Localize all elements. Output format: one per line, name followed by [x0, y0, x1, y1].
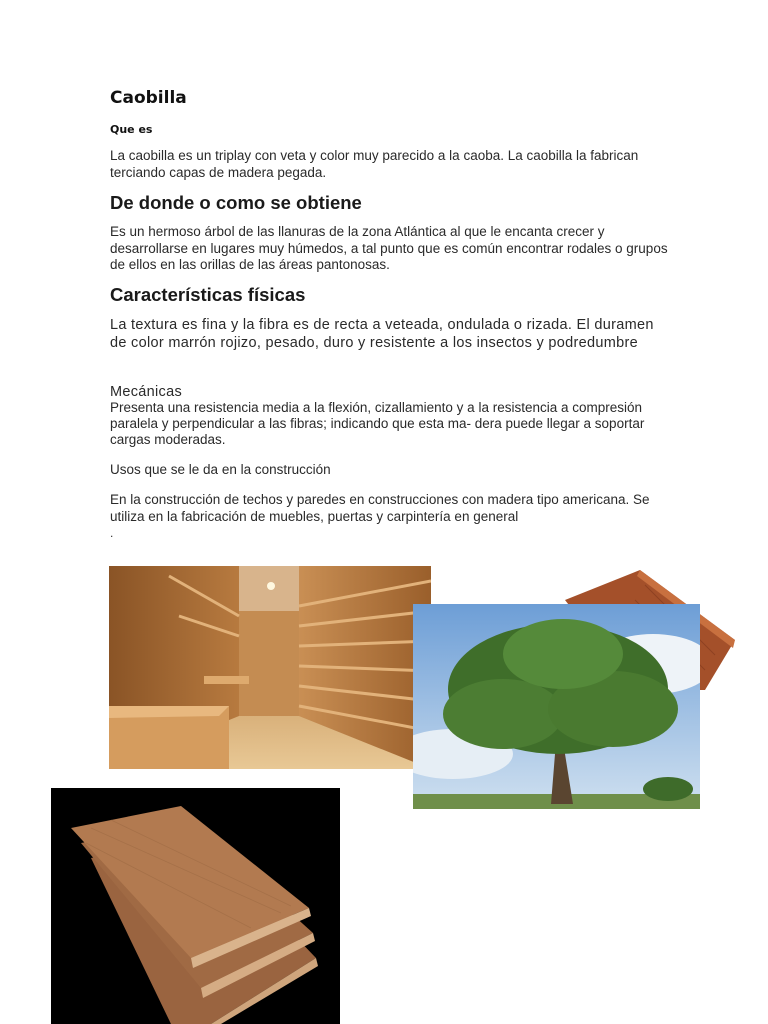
heading-origin: De donde o como se obtiene	[110, 192, 362, 213]
mechanics-label: Mecánicas	[110, 384, 183, 400]
trailing-dot: .	[110, 526, 114, 540]
wooden-room-image	[109, 566, 431, 769]
paragraph-definition: La caobilla es un triplay con veta y color muy parecido a la caoba. La caobilla la fabrican terciando capas de madera pegada.	[110, 148, 639, 180]
paragraph-characteristics: La textura es fina y la fibra es de recta a veteada, ondulada o rizada. El duramen de color marrón rojizo, pesado, duro y resistente a los insectos y podredumbre	[110, 317, 654, 351]
page-title: Caobilla	[110, 88, 187, 108]
uses-label: Usos que se le da en la construcción	[110, 462, 331, 477]
heading-characteristics: Características físicas	[110, 284, 306, 305]
section-subtitle-que-es: Que es	[110, 123, 153, 136]
tree-image	[413, 604, 700, 809]
paragraph-uses: En la construcción de techos y paredes en construcciones con madera tipo americana. Se utiliza en la fabricación de muebles, puertas y carpintería en general	[110, 492, 650, 524]
paragraph-mechanics: Presenta una resistencia media a la flexión, cizallamiento y a la resistencia a compresión paralela y perpendicular a las fibras; indicando que esta ma- dera puede llegar a soportar cargas moderadas.	[110, 400, 645, 447]
plywood-sheets-image	[51, 788, 340, 1024]
paragraph-origin: Es un hermoso árbol de las llanuras de la zona Atlántica al que le encanta crecer y desarrollarse en lugares muy húmedos, a tal punto que es común encontrar rodales o grupos de ellos en las orillas de las áreas pantonosas.	[110, 224, 668, 272]
